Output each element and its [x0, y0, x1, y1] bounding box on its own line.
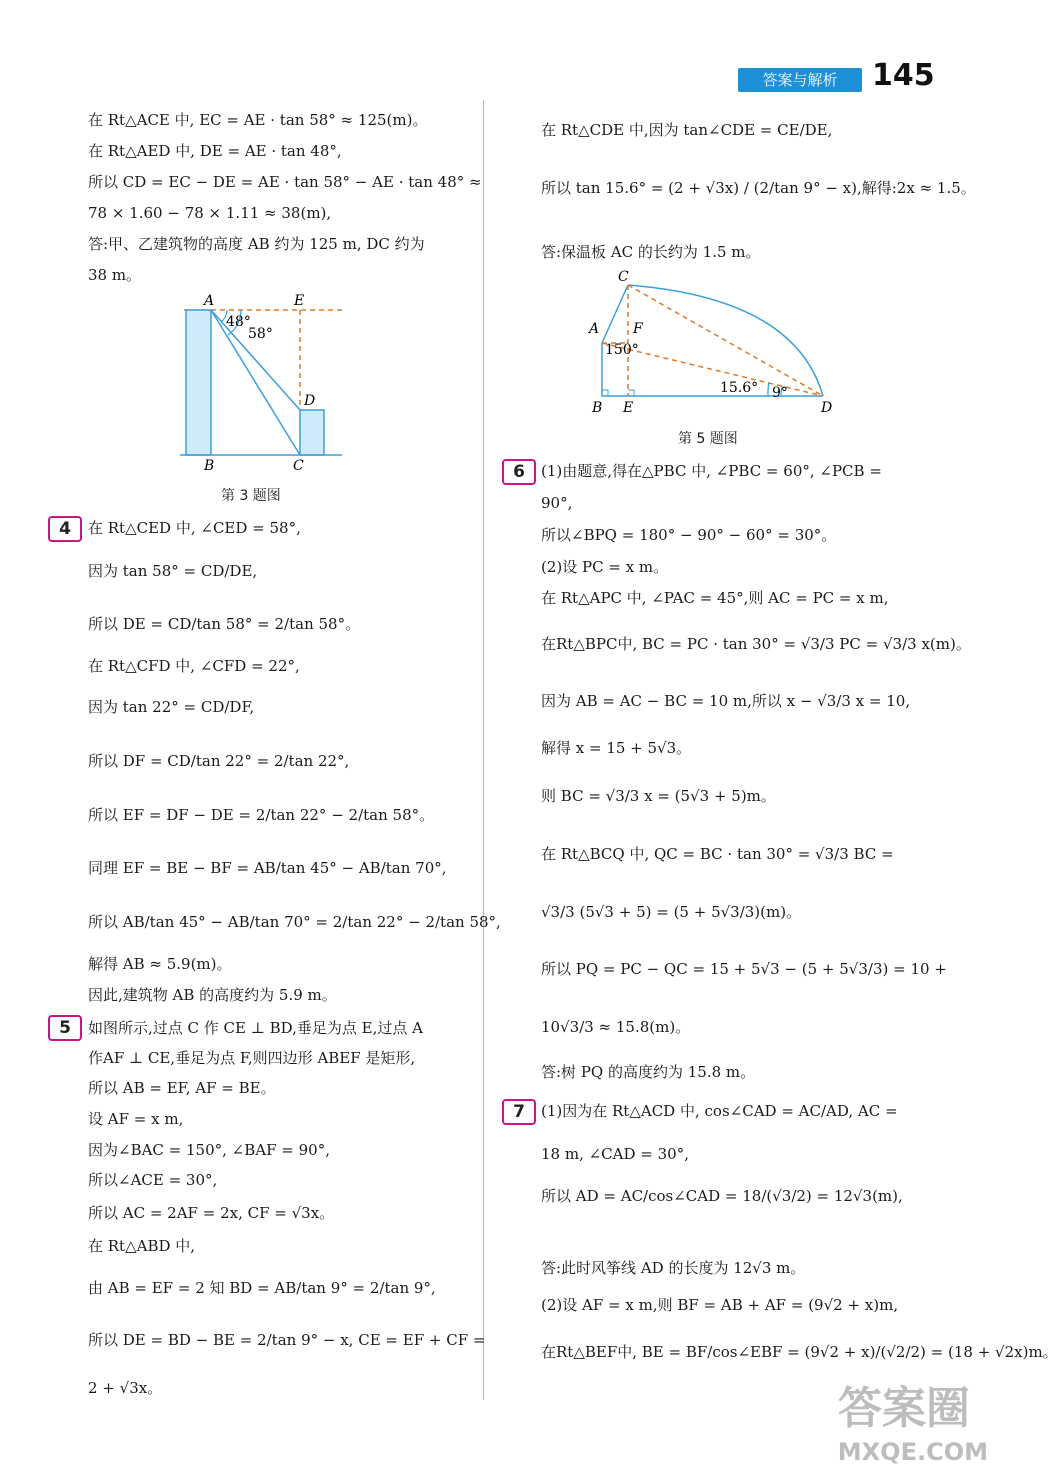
text-line: 所以 DE = BD − BE = 2/tan 9° − x, CE = EF + CF =: [88, 1331, 486, 1349]
column-divider: [483, 100, 484, 1400]
text-line: 所以 AB/tan 45° − AB/tan 70° = 2/tan 22° − 2/tan 58°,: [88, 913, 501, 931]
label-B: B: [592, 400, 603, 416]
text-line: (1)因为在 Rt△ACD 中, cos∠CAD = AC/AD, AC =: [541, 1102, 898, 1120]
text-line: 答:树 PQ 的高度约为 15.8 m。: [541, 1063, 756, 1081]
text-line: 所以 AB = EF, AF = BE。: [88, 1079, 276, 1097]
text-line: 答:保温板 AC 的长约为 1.5 m。: [541, 243, 761, 261]
angle-9: 9°: [772, 385, 788, 401]
text-line: 所以 DF = CD/tan 22° = 2/tan 22°,: [88, 752, 350, 770]
text-line: 答:甲、乙建筑物的高度 AB 约为 125 m, DC 约为: [88, 235, 425, 253]
question-number-6: 6: [502, 459, 536, 485]
text-line: 如图所示,过点 C 作 CE ⊥ BD,垂足为点 E,过点 A: [88, 1019, 423, 1037]
text-line: 所以 PQ = PC − QC = 15 + 5√3 − (5 + 5√3/3) = 10 +: [541, 960, 947, 978]
label-C: C: [293, 458, 304, 474]
text-line: 解得 x = 15 + 5√3。: [541, 739, 692, 757]
text-line: 在 Rt△APC 中, ∠PAC = 45°,则 AC = PC = x m,: [541, 589, 889, 607]
text-line: 所以 tan 15.6° = (2 + √3x) / (2/tan 9° − x),解得:2x ≈ 1.5。: [541, 179, 976, 197]
text-line: 在 Rt△BCQ 中, QC = BC · tan 30° = √3/3 BC =: [541, 845, 894, 863]
text-line: √3/3 (5√3 + 5) = (5 + 5√3/3)(m)。: [541, 903, 802, 921]
text-line: 在 Rt△ABD 中,: [88, 1237, 196, 1255]
text-line: 解得 AB ≈ 5.9(m)。: [88, 955, 232, 973]
label-B: B: [204, 458, 215, 474]
label-A: A: [589, 321, 600, 337]
text-line: 在Rt△BEF中, BE = BF/cos∠EBF = (9√2 + x)/(√2/2) = (18 + √2x)m。: [541, 1343, 1058, 1361]
text-line: 同理 EF = BE − BF = AB/tan 45° − AB/tan 70°,: [88, 859, 447, 877]
text-line: 因为 AB = AC − BC = 10 m,所以 x − √3/3 x = 10,: [541, 692, 911, 710]
question-number-7: 7: [502, 1099, 536, 1125]
text-line: 答:此时风筝线 AD 的长度为 12√3 m。: [541, 1259, 806, 1277]
question-number-4: 4: [48, 516, 82, 542]
text-line: 在 Rt△CDE 中,因为 tan∠CDE = CE/DE,: [541, 121, 833, 139]
label-D: D: [304, 393, 316, 409]
text-line: 2 + √3x。: [88, 1379, 163, 1397]
text-line: 由 AB = EF = 2 知 BD = AB/tan 9° = 2/tan 9°,: [88, 1279, 436, 1297]
text-line: 所以 CD = EC − DE = AE · tan 58° − AE · tan 48° ≈: [88, 173, 482, 191]
section-tag: 答案与解析: [738, 68, 862, 92]
text-line: 18 m, ∠CAD = 30°,: [541, 1145, 689, 1163]
text-line: 78 × 1.60 − 78 × 1.11 ≈ 38(m),: [88, 204, 332, 222]
angle-15-6: 15.6°: [720, 380, 759, 396]
text-line: 因为 tan 22° = CD/DF,: [88, 698, 255, 716]
text-line: 90°,: [541, 494, 573, 512]
figure-3-caption: 第 3 题图: [221, 488, 281, 504]
text-line: 所以∠BPQ = 180° − 90° − 60° = 30°。: [541, 526, 837, 544]
text-line: 所以 AD = AC/cos∠CAD = 18/(√3/2) = 12√3(m),: [541, 1187, 903, 1205]
label-D: D: [821, 400, 833, 416]
text-line: 所以 EF = DF − DE = 2/tan 22° − 2/tan 58°。: [88, 806, 435, 824]
text-line: (2)设 AF = x m,则 BF = AB + AF = (9√2 + x)m,: [541, 1296, 899, 1314]
text-line: 作AF ⊥ CE,垂足为点 F,则四边形 ABEF 是矩形,: [88, 1049, 416, 1067]
text-line: 所以 AC = 2AF = 2x, CF = √3x。: [88, 1204, 335, 1222]
text-line: 10√3/3 ≈ 15.8(m)。: [541, 1018, 691, 1036]
text-line: 因为∠BAC = 150°, ∠BAF = 90°,: [88, 1141, 330, 1159]
text-line: 38 m。: [88, 266, 142, 284]
text-line: 在 Rt△AED 中, DE = AE · tan 48°,: [88, 142, 342, 160]
text-line: 所以 DE = CD/tan 58° = 2/tan 58°。: [88, 615, 361, 633]
label-C: C: [618, 269, 629, 285]
figure-3: [170, 290, 370, 480]
text-line: 因为 tan 58° = CD/DE,: [88, 562, 258, 580]
text-line: 在 Rt△ACE 中, EC = AE · tan 58° ≈ 125(m)。: [88, 111, 428, 129]
angle-150: 150°: [605, 342, 639, 358]
label-E: E: [623, 400, 634, 416]
text-line: (2)设 PC = x m。: [541, 558, 669, 576]
text-line: 在 Rt△CED 中, ∠CED = 58°,: [88, 519, 301, 537]
text-line: 则 BC = √3/3 x = (5√3 + 5)m。: [541, 787, 776, 805]
text-line: (1)由题意,得在△PBC 中, ∠PBC = 60°, ∠PCB =: [541, 462, 882, 480]
watermark-url: MXQE.COM: [837, 1438, 988, 1466]
angle-48: 48°: [226, 314, 251, 330]
angle-58: 58°: [248, 326, 273, 342]
question-number-5: 5: [48, 1015, 82, 1041]
figure-5-caption: 第 5 题图: [678, 431, 738, 447]
text-line: 在Rt△BPC中, BC = PC · tan 30° = √3/3 PC = √3/3 x(m)。: [541, 635, 971, 653]
label-E: E: [294, 293, 305, 309]
text-line: 在 Rt△CFD 中, ∠CFD = 22°,: [88, 657, 300, 675]
label-F: F: [633, 321, 643, 337]
text-line: 因此,建筑物 AB 的高度约为 5.9 m。: [88, 986, 337, 1004]
text-line: 设 AF = x m,: [88, 1110, 184, 1128]
text-line: 所以∠ACE = 30°,: [88, 1171, 218, 1189]
watermark-logo: 答案圈: [838, 1383, 970, 1434]
figure-5: [585, 268, 845, 423]
page-number: 145: [872, 58, 935, 93]
label-A: A: [204, 293, 215, 309]
